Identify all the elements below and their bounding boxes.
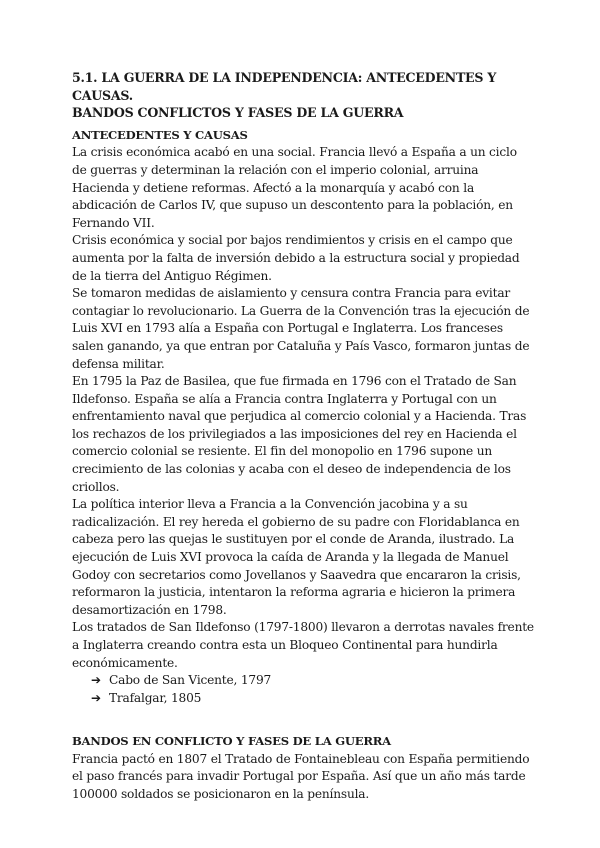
arrow-icon: ➔	[91, 673, 102, 688]
paragraph: Crisis económica y social por bajos rendimientos y crisis en el campo que aumenta por la falta de inversión debido a la estructura social y propiedad de la tierra del Antiguo Régimen.	[72, 233, 520, 283]
paragraph: La crisis económica acabó en una social. Francia llevó a España a un ciclo de guerras y determinan la relación con el imperio colonial, arruina Hacienda y detiene reformas. Afectó a la monarquía y acabó con la abdicación de Carlos IV, que supuso un descontento para la población, en Fernando VII.	[72, 145, 517, 230]
section-heading: BANDOS EN CONFLICTO Y FASES DE LA GUERRA	[72, 733, 391, 748]
document-title	[72, 69, 534, 122]
paragraph: En 1795 la Paz de Basilea, que fue firmada en 1796 con el Tratado de San Ildefonso. España se alía a Francia contra Inglaterra y Portugal con un enfrentamiento naval que perjudica al comercio colonial y a Hacienda. Tras los rechazos de los privilegiados a las imposiciones del rey en Hacienda el comercio colonial se resiente. El fin del monopolio en 1796 supone un crecimiento de las colonias y acaba con el deseo de independencia de los criollos.	[72, 374, 527, 494]
title-line-2: BANDOS CONFLICTOS Y FASES DE LA GUERRA	[72, 105, 404, 121]
list-item	[91, 672, 534, 690]
spacer	[72, 707, 534, 725]
section-antecedentes	[72, 127, 534, 708]
paragraph: Se tomaron medidas de aislamiento y censura contra Francia para evitar contagiar lo revolucionario. La Guerra de la Convención tras la ejecución de Luis XVI en 1793 alía a España con Portugal e Inglaterra. Los franceses salen ganando, ya que entran por Cataluña y País Vasco, formaron juntas de defensa militar.	[72, 286, 530, 371]
list-item	[91, 690, 534, 708]
list-item-text: Cabo de San Vicente, 1797	[109, 673, 272, 688]
paragraph: La política interior lleva a Francia a la Convención jacobina y a su radicalización. El rey hereda el gobierno de su padre con Floridablanca en cabeza pero las quejas le sustituyen por el conde de Aranda, ilustrado. La ejecución de Luis XVI provoca la caída de Aranda y la llegada de Manuel Godoy con secretarios como Jovellanos y Saavedra que encararon la crisis, reformaron la justicia, intentaron la reforma agraria e hicieron la primera desamortización en 1798.	[72, 497, 521, 617]
list-item-text: Trafalgar, 1805	[109, 690, 202, 705]
title-line-1: 5.1. LA GUERRA DE LA INDEPENDENCIA: ANTECEDENTES Y CAUSAS.	[72, 70, 497, 103]
section-heading: ANTECEDENTES Y CAUSAS	[72, 127, 248, 142]
document-body	[72, 69, 534, 803]
spacer	[72, 725, 534, 733]
paragraph: Francia pactó en 1807 el Tratado de Fontainebleau con España permitiendo el paso francés para invadir Portugal por España. Así que un año más tarde 100000 soldados se posicionaron en la península.	[72, 751, 530, 801]
paragraph: Los tratados de San Ildefonso (1797-1800) llevaron a derrotas navales frente a Inglaterra creando contra esta un Bloqueo Continental para hundirla económicamente.	[72, 620, 534, 670]
arrow-icon: ➔	[91, 690, 102, 705]
battle-list	[72, 672, 534, 707]
section-bandos	[72, 733, 534, 803]
